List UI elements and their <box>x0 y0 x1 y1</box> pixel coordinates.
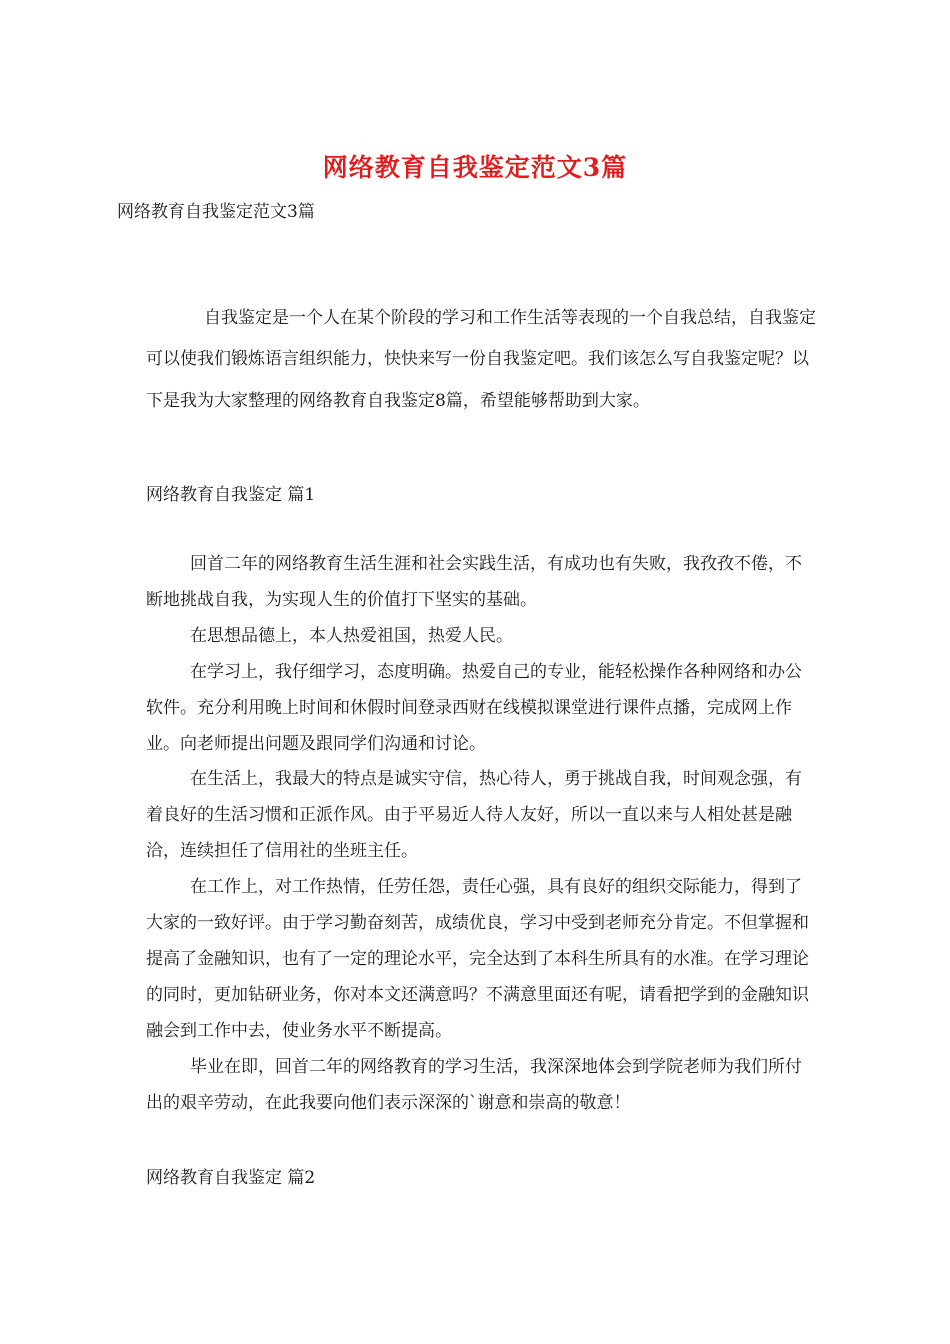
section-body-1 <box>146 547 816 1122</box>
paragraph: 回首二年的网络教育生活生涯和社会实践生活，有成功也有失败，我孜孜不倦，不断地挑战自我，为实现人生的价值打下坚实的基础。 <box>146 554 802 610</box>
paragraph: 毕业在即，回首二年的网络教育的学习生活，我深深地体会到学院老师为我们所付出的艰辛劳动，在此我要向他们表示深深的`谢意和崇高的敬意！ <box>146 1056 802 1113</box>
intro-paragraph: 自我鉴定是一个人在某个阶段的学习和工作生活等表现的一个自我总结，自我鉴定可以使我们锻炼语言组织能力，快快来写一份自我鉴定吧。我们该怎么写自我鉴定呢？以下是我为大家整理的网络教育自我鉴定8篇，希望能够帮助到大家。 <box>146 308 816 411</box>
intro-section <box>146 298 816 422</box>
paragraph: 在工作上，对工作热情，任劳任怨，责任心强，具有良好的组织交际能力，得到了大家的一致好评。由于学习勤奋刻苦，成绩优良，学习中受到老师充分肯定。不但掌握和提高了金融知识，也有了一定的理论水平，完全达到了本科生所具有的水准。在学习理论的同时，更加钻研业务，你对本文还满意吗？不满意里面还有呢，请看把学到的金融知识融会到工作中去，使业务水平不断提高。 <box>146 877 809 1041</box>
paragraph: 在学习上，我仔细学习，态度明确。热爱自己的专业，能轻松操作各种网络和办公软件。充分利用晚上时间和休假时间登录西财在线模拟课堂进行课件点播，完成网上作业。向老师提出问题及跟同学们沟通和讨论。 <box>146 661 802 754</box>
document-subtitle: 网络教育自我鉴定范文3篇 <box>117 202 315 222</box>
section-heading-2: 网络教育自我鉴定 篇2 <box>146 1168 316 1188</box>
document-title: 网络教育自我鉴定范文3篇 <box>322 153 628 182</box>
paragraph: 在思想品德上，本人热爱祖国，热爱人民。 <box>190 625 513 646</box>
paragraph: 在生活上，我最大的特点是诚实守信，热心待人，勇于挑战自我，时间观念强，有着良好的生活习惯和正派作风。由于平易近人待人友好，所以一直以来与人相处甚是融洽，连续担任了信用社的坐班主任。 <box>146 769 802 862</box>
section-heading-1: 网络教育自我鉴定 篇1 <box>146 485 316 505</box>
